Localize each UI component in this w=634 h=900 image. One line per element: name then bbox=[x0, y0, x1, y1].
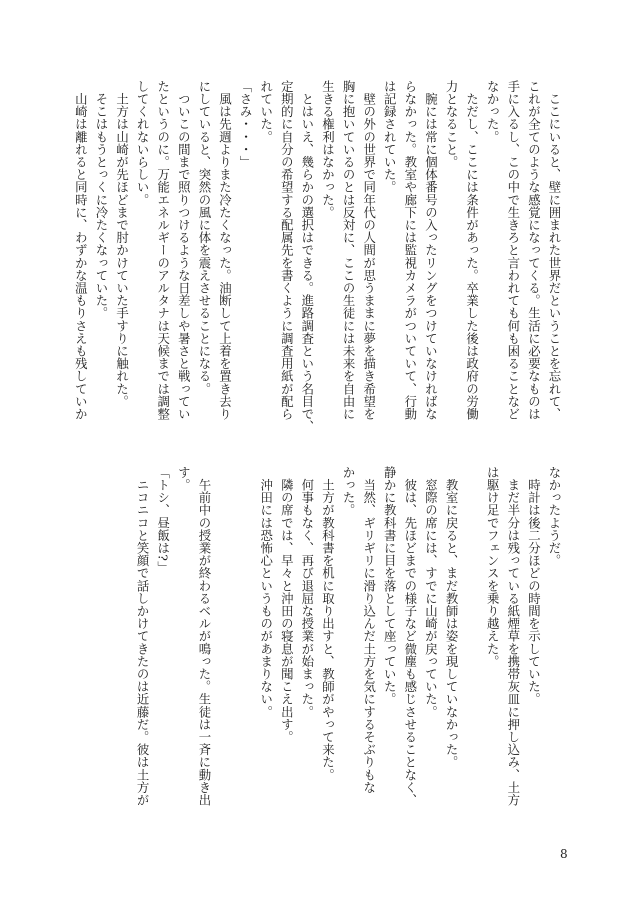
text-line: ただし、ここには条件があった。卒業した後は政府の労働 bbox=[464, 80, 480, 421]
text-block-top bbox=[70, 80, 564, 440]
text-line: 隣の席では、早々と沖田の寝息が聞こえ出す。 bbox=[279, 466, 295, 744]
text-line: 彼は、先ほどまでの様子など微塵も感じさせることなく、 bbox=[402, 466, 418, 807]
text-line: 何事もなく、再び退屈な授業が始まった。 bbox=[299, 466, 315, 718]
text-line: そこはもうとっくに冷たくなっていた。 bbox=[93, 80, 109, 320]
text-line: まだ半分は残っている紙煙草を携帯灰皿に押し込み、土方 bbox=[505, 466, 521, 807]
text-line: かった。 bbox=[341, 466, 357, 517]
text-line: 「さみ・・・」 bbox=[238, 80, 254, 169]
text-line: 時計は後二分ほどの時間を示していた。 bbox=[526, 466, 542, 706]
text-line: 手に入るし、この中で生きろと言われても何も困ることなど bbox=[505, 80, 521, 421]
text-line: す。 bbox=[176, 466, 192, 492]
text-line bbox=[461, 466, 482, 834]
text-line: これが全てのような感覚になってくる。生活に必要なものは bbox=[526, 80, 542, 421]
text-line: なかったようだ。 bbox=[547, 466, 562, 567]
text-line: 午前中の授業が終わるベルが鳴った。生徒は一斉に動き出 bbox=[196, 466, 212, 807]
text-line: 土方が教科書を机に取り出すと、教師がやって来た。 bbox=[320, 466, 336, 781]
text-line: れていた。 bbox=[258, 80, 274, 143]
text-line: たというのに。万能エネルギーのアルタナは天候までは調整 bbox=[155, 80, 171, 421]
text-line: 当然、ギリギリに滑り込んだ土方を気にするそぶりもな bbox=[361, 466, 377, 794]
text-block-bottom bbox=[132, 466, 564, 834]
page-number: 8 bbox=[560, 847, 568, 861]
text-line: なかった。 bbox=[485, 80, 501, 143]
text-line: 土方は山崎が先ほどまで肘かけていた手すりに触れた。 bbox=[114, 80, 130, 408]
text-line: ニコニコと笑顔で話しかけてきたのは近藤だ。彼は土方が bbox=[135, 466, 151, 807]
text-line: 壁の外の世界で同年代の人間が思うままに夢を描き希望を bbox=[361, 80, 377, 421]
text-line: 窓際の席には、すでに山崎が戻っていた。 bbox=[423, 466, 439, 718]
text-line: してくれないらしい。 bbox=[135, 80, 151, 206]
text-line: ここにいると、壁に囲まれた世界だということを忘れて、 bbox=[547, 80, 562, 421]
text-line: 静かに教科書に目を落として座っていた。 bbox=[382, 466, 398, 706]
text-line bbox=[235, 466, 256, 834]
text-line: にしていると、突然の風に体を震えさせることになる。 bbox=[196, 80, 212, 395]
text-line: 「トシ、昼飯は?」 bbox=[155, 466, 171, 574]
text-line: 山崎は離れると同時に、わずかな温もりさえも残していか bbox=[73, 80, 89, 421]
text-line: は記録されていた。 bbox=[382, 80, 398, 194]
text-line: 風は先週よりまた冷たくなった。油断して上着を置き去り bbox=[217, 80, 233, 421]
text-line: 力となること。 bbox=[444, 80, 460, 169]
text-line: らなかった。教室や廊下には監視カメラがついていて、行動 bbox=[402, 80, 418, 421]
text-line: 腕には常に個体番号の入ったリングをつけていなければな bbox=[423, 80, 439, 421]
text-line: 胸に抱いているのとは反対に、ここの生徒には未来を自由に bbox=[341, 80, 357, 421]
text-line: 教室に戻ると、まだ教師は姿を現していなかった。 bbox=[444, 466, 460, 769]
text-line: 定期的に自分の希望する配属先を書くように調査用紙が配ら bbox=[279, 80, 295, 421]
text-line: 沖田には恐怖心というものがあまりない。 bbox=[258, 466, 274, 718]
text-line: とはいえ、幾らかの選択はできる。進路調査という名目で、 bbox=[299, 80, 315, 433]
text-line: は駆け足でフェンスを乗り越えた。 bbox=[485, 466, 501, 668]
text-line: ついこの間まで照りつけるような日差しや暑さと戦ってい bbox=[176, 80, 192, 421]
text-line: 生きる権利はなかった。 bbox=[320, 80, 336, 219]
text-line bbox=[214, 466, 235, 834]
